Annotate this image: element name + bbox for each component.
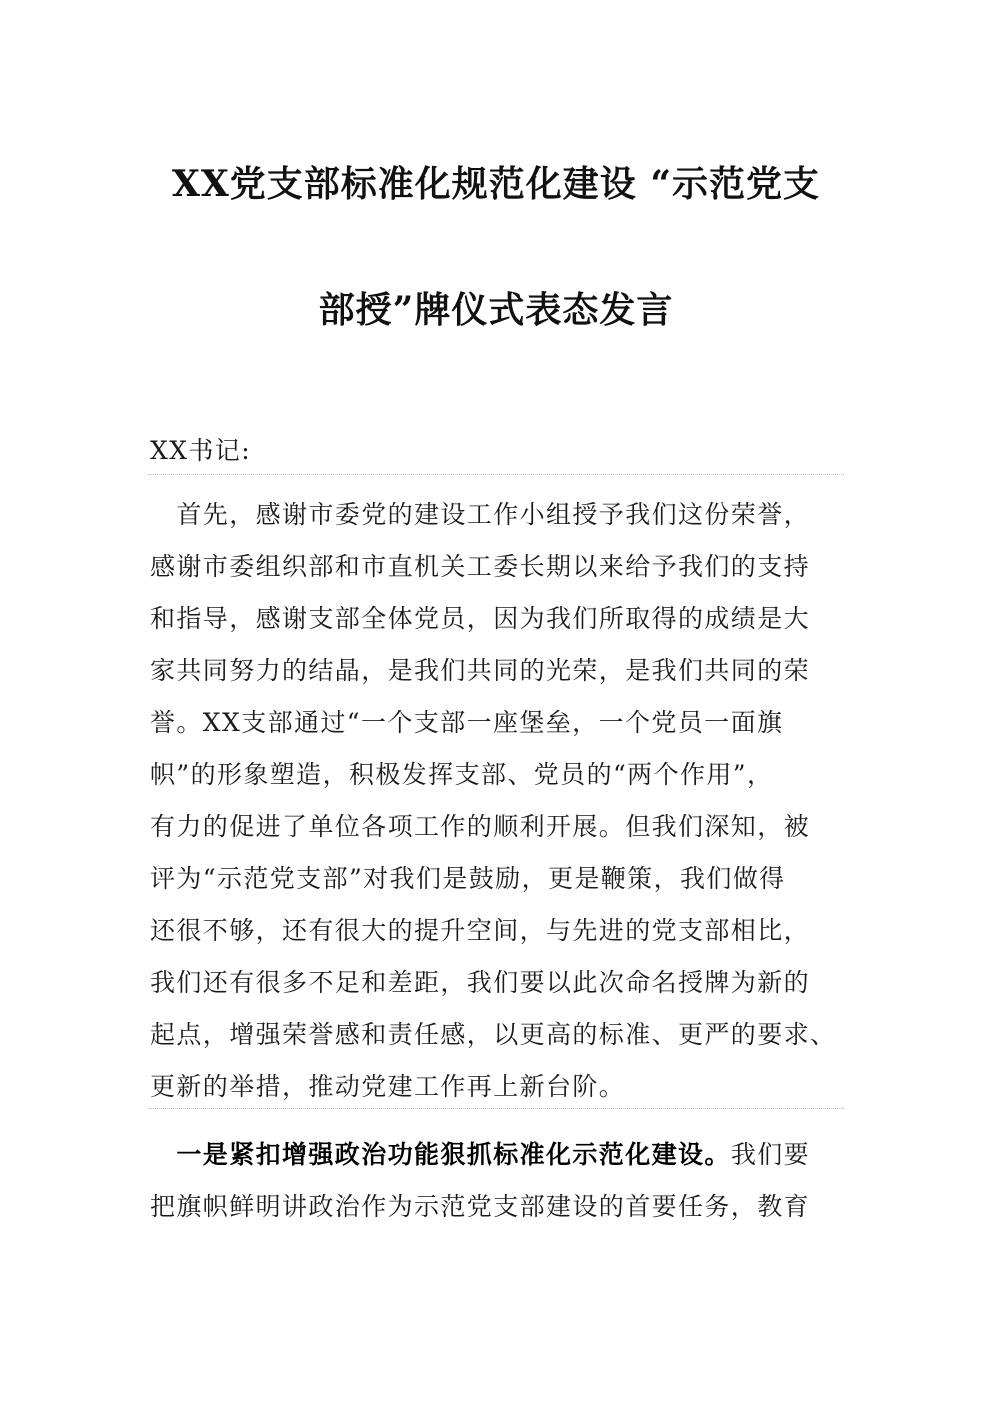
point-one-heading: 一是紧扣增强政治功能狠抓标准化示范化建设。 (150, 1140, 731, 1169)
body-line: 誉。XX支部通过“一个支部一座堡垒，一个党员一面旗 (150, 708, 784, 737)
body-line: 家共同努力的结晶，是我们共同的光荣，是我们共同的荣 (150, 656, 811, 685)
document-title-line-2-text: 部授”牌仪式表态发言 (318, 289, 674, 331)
body-line: 我们还有很多不足和差距，我们要以此次命名授牌为新的 (150, 968, 811, 997)
document-title-line-1-text: XX党支部标准化规范化建设 “示范党支 (171, 163, 821, 205)
body-line: 和指导，感谢支部全体党员，因为我们所取得的成绩是大 (150, 604, 811, 633)
point-one-text: 我们要 (730, 1140, 811, 1169)
body-line: 有力的促进了单位各项工作的顺利开展。但我们深知，被 (150, 812, 811, 841)
paragraph-divider (148, 1108, 844, 1109)
body-line: 首先，感谢市委党的建设工作小组授予我们这份荣誉， (150, 500, 811, 529)
point-one-line (150, 1138, 810, 1172)
body-line: 感谢市委组织部和市直机关工委长期以来给予我们的支持 (150, 552, 811, 581)
paragraph-divider (148, 474, 844, 475)
body-line: 起点，增强荣誉感和责任感，以更高的标准、更严的要求、 (150, 1020, 837, 1049)
body-line: 把旗帜鲜明讲政治作为示范党支部建设的首要任务，教育 (150, 1192, 811, 1221)
body-line: 帜”的形象塑造，积极发挥支部、党员的“两个作用”， (150, 760, 774, 789)
body-line: 还很不够，还有很大的提升空间，与先进的党支部相比， (150, 916, 811, 945)
body-line: 评为“示范党支部”对我们是鼓励，更是鞭策，我们做得 (150, 864, 786, 893)
body-line: 更新的举措，推动党建工作再上新台阶。 (150, 1072, 626, 1101)
salutation: XX书记: (150, 436, 252, 465)
document-title-line-2 (0, 282, 992, 333)
document-title-line-1 (0, 156, 992, 207)
